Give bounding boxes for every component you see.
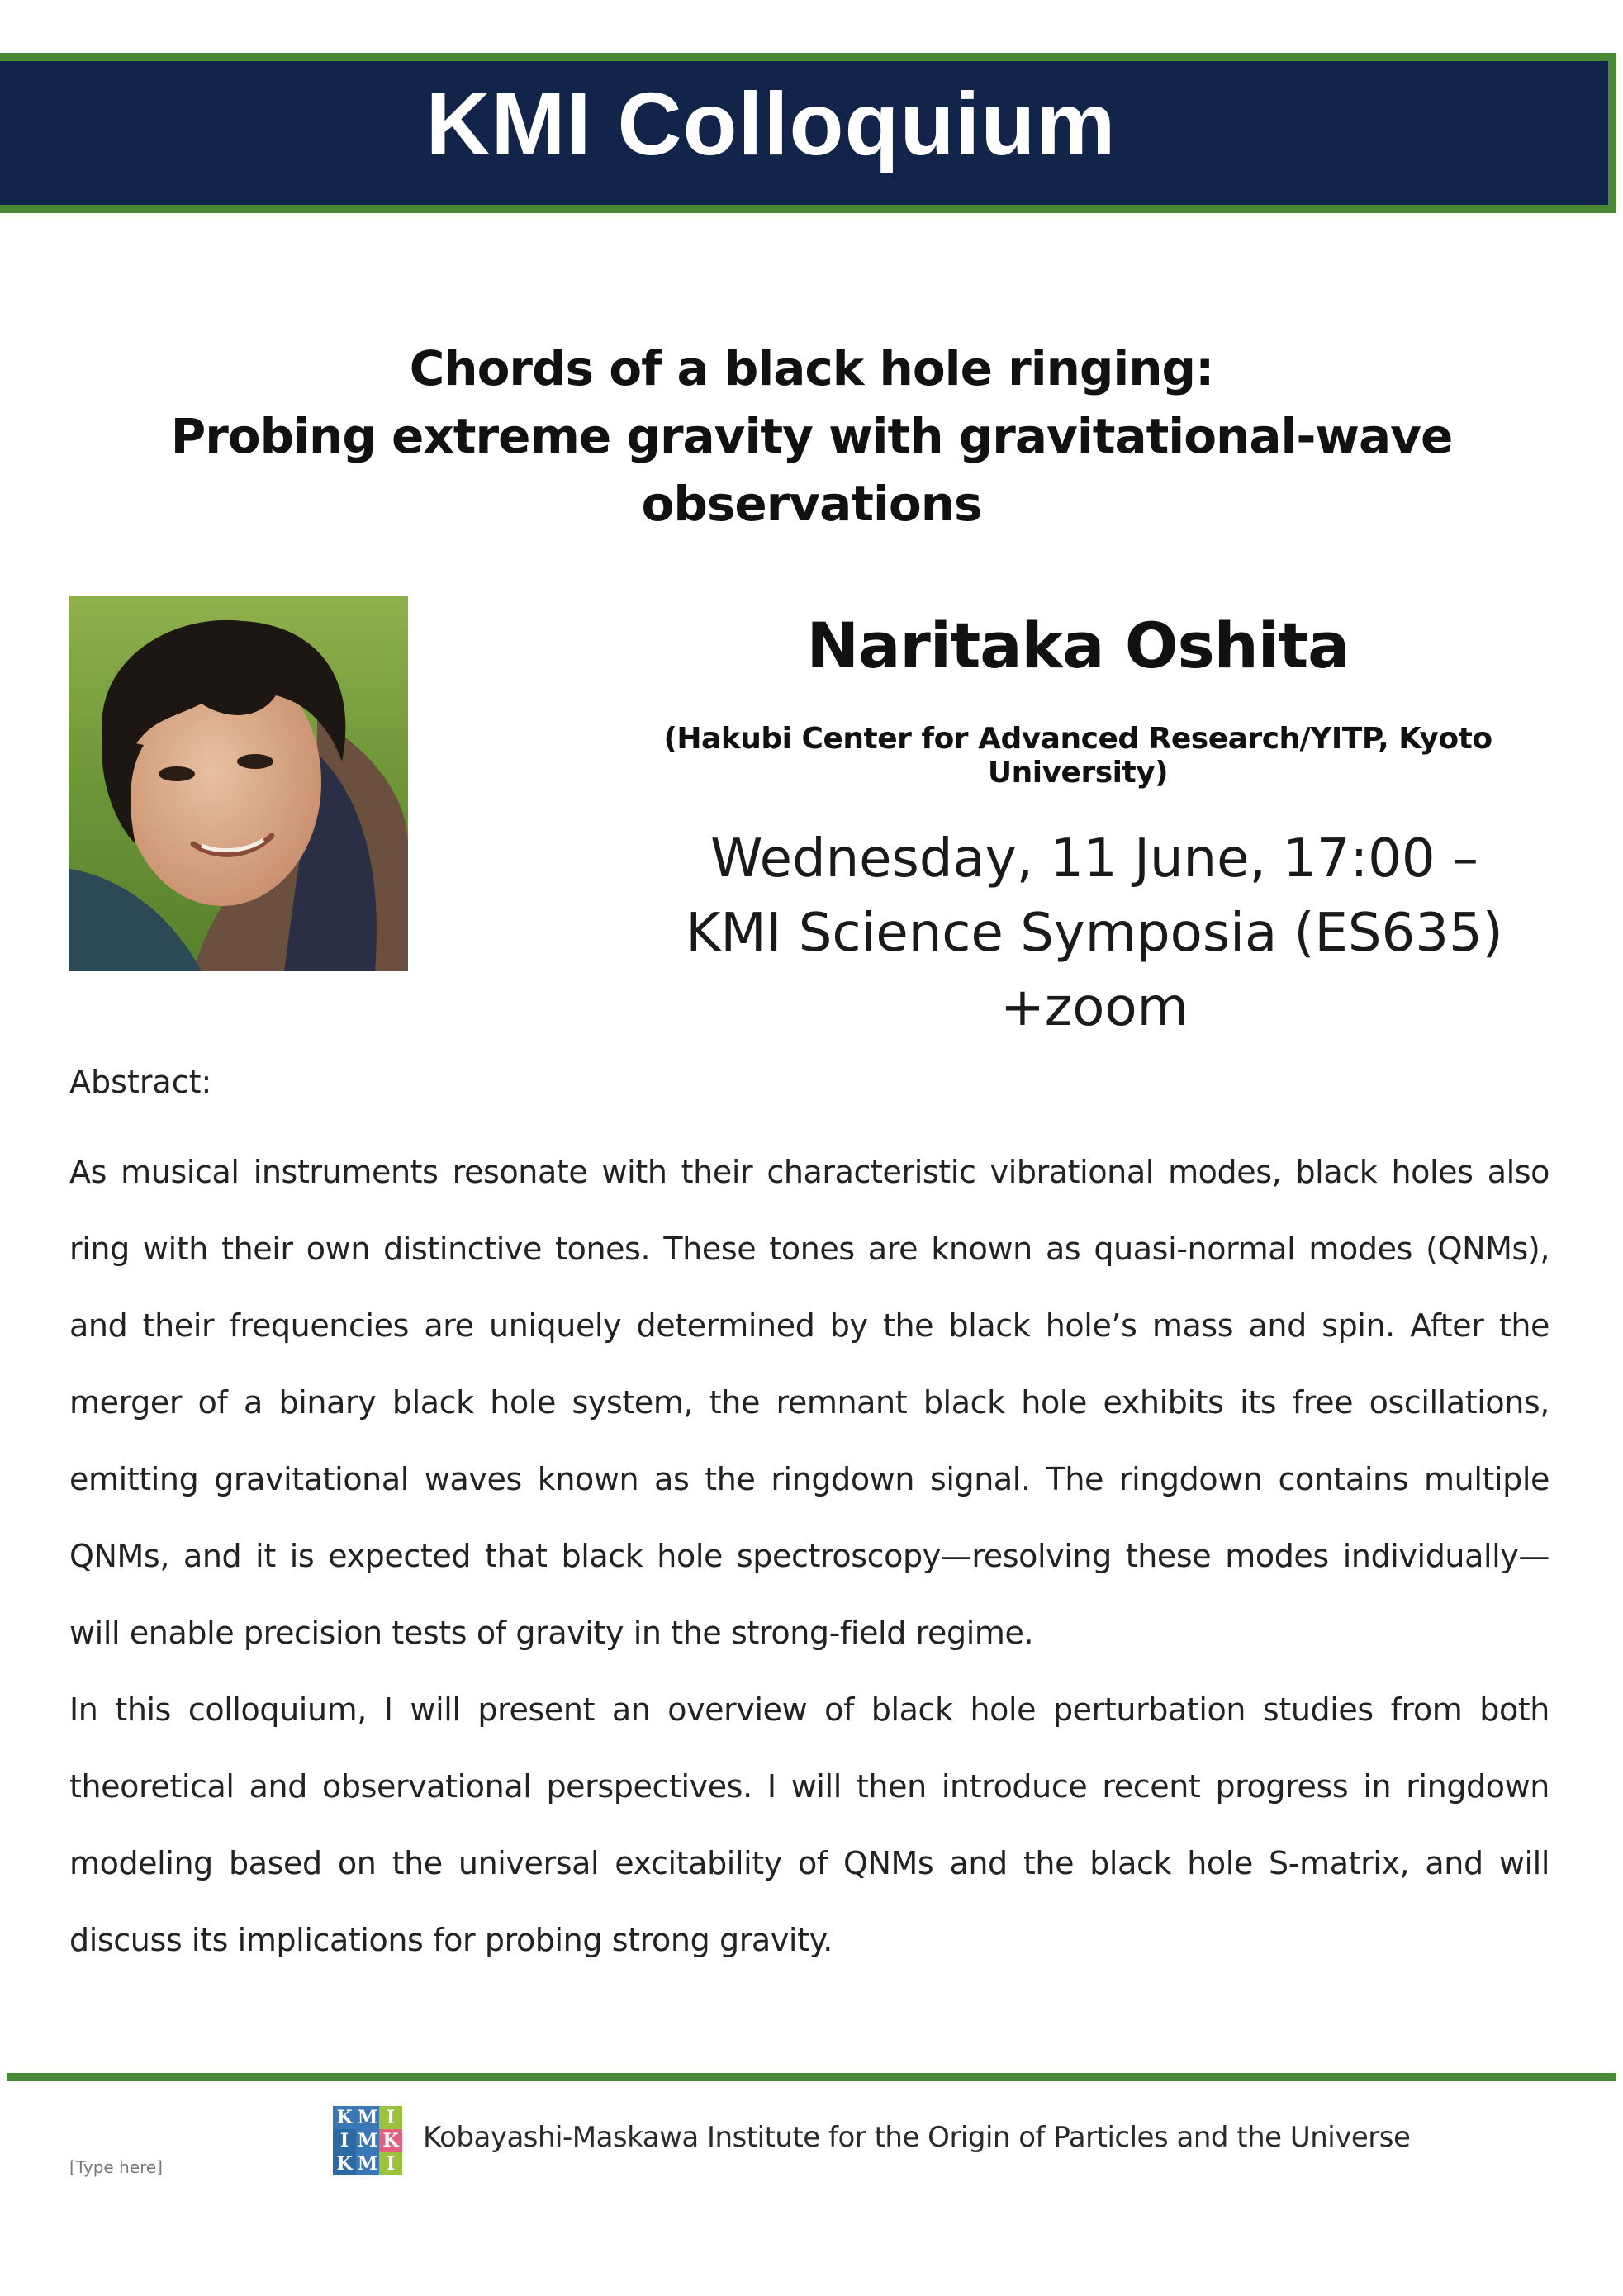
kmi-logo-cell: I (333, 2129, 356, 2152)
colloquium-title: KMI Colloquium (425, 74, 1117, 173)
event-venue: KMI Science Symposia (ES635) (686, 903, 1503, 964)
talk-title (0, 334, 1623, 538)
kmi-logo-cell: K (333, 2106, 356, 2129)
event-online: +zoom (1000, 977, 1189, 1038)
abstract-body (69, 1134, 1549, 1979)
abstract-label: Abstract: (69, 1064, 212, 1100)
kmi-logo (333, 2106, 402, 2175)
footer-divider (7, 2073, 1616, 2081)
event-info (644, 822, 1545, 1045)
footer-placeholder: [Type here] (69, 2157, 163, 2177)
kmi-logo-cell: M (357, 2130, 378, 2151)
kmi-logo-cell: M (357, 2153, 378, 2175)
kmi-logo-cell: M (357, 2107, 378, 2128)
kmi-logo-cell: K (379, 2129, 402, 2152)
event-datetime: Wednesday, 11 June, 17:00 – (710, 828, 1478, 889)
speaker-affiliation: (Hakubi Center for Advanced Research/YITP, Kyoto University) (663, 722, 1492, 790)
talk-title-line2: Probing extreme gravity with gravitational-wave observations (170, 408, 1453, 532)
kmi-logo-cell: K (333, 2152, 356, 2175)
header-banner (0, 53, 1616, 213)
speaker-photo (69, 596, 408, 971)
institute-name: Kobayashi-Maskawa Institute for the Origin of Particles and the Universe (423, 2121, 1411, 2154)
kmi-logo-cell: I (379, 2152, 402, 2175)
kmi-logo-cell: I (379, 2106, 402, 2129)
speaker-portrait-image (69, 596, 408, 971)
speaker-name: Naritaka Oshita (806, 609, 1350, 682)
talk-title-line1: Chords of a black hole ringing: (409, 340, 1214, 396)
abstract-paragraph-2: In this colloquium, I will present an overview of black hole perturbation studies from both theoretical and observational perspectives. I will then introduce recent progress in ringdown modeling based on the universal excitability of QNMs and the black hole S-matrix, and will discuss its implications for probing strong gravity. (69, 1691, 1549, 1958)
abstract-paragraph-1: As musical instruments resonate with their characteristic vibrational modes, black holes also ring with their own distinctive tones. These tones are known as quasi-normal modes (QNMs), and their frequencies are uniquely determined by the black hole’s mass and spin. After the merger of a binary black hole system, the remnant black hole exhibits its free oscillations, emitting gravitational waves known as the ringdown signal. The ringdown contains multiple QNMs, and it is expected that black hole spectroscopy—resolving these modes individually—will enable precision tests of gravity in the strong-field regime. (69, 1154, 1549, 1651)
